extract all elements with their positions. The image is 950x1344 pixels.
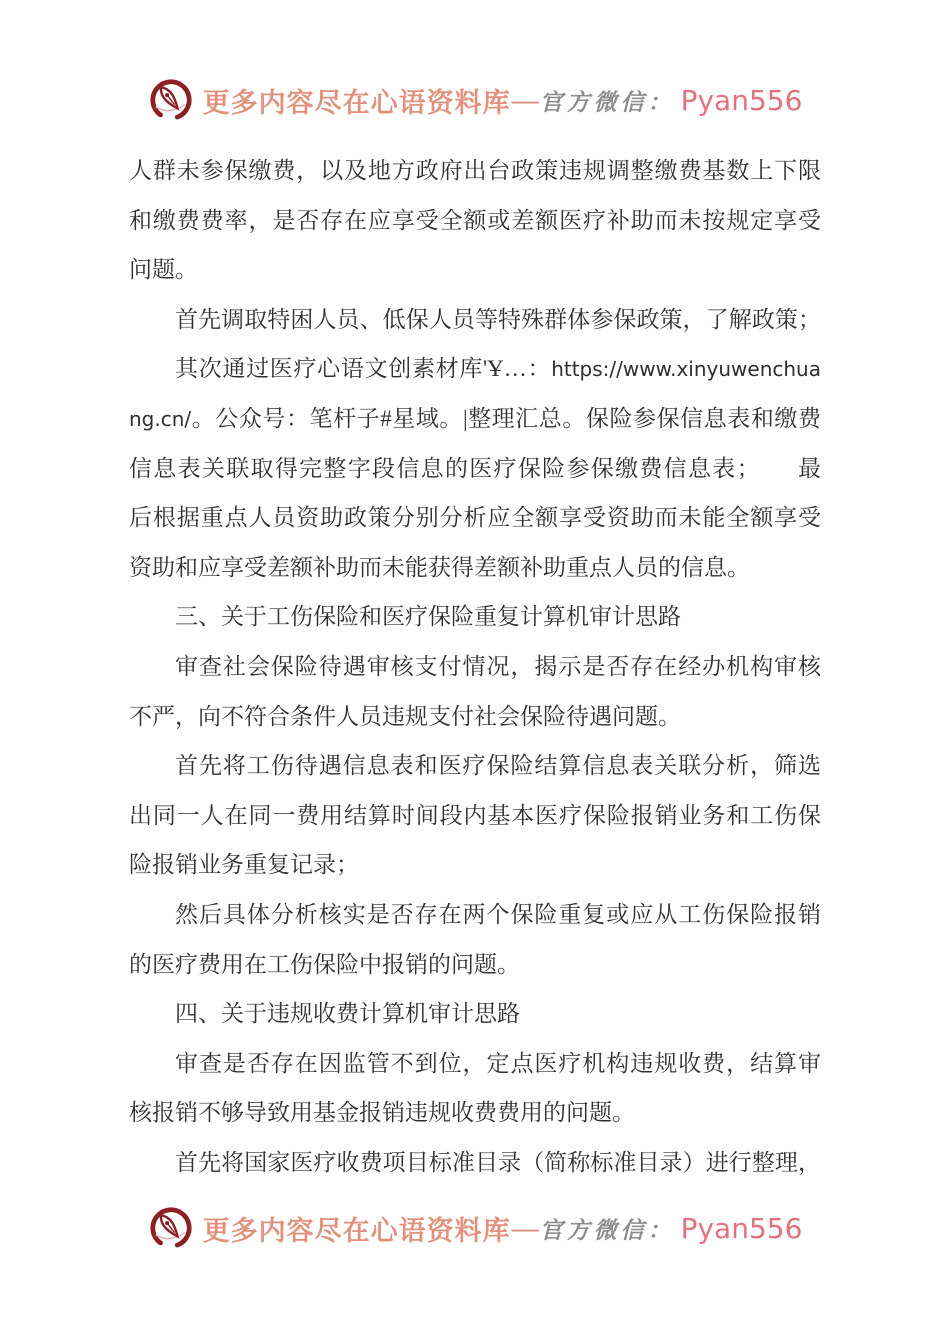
text-line: [129, 989, 821, 1039]
watermark-dash: —: [511, 84, 539, 115]
watermark-brand-text: 更多内容尽在心语资料库: [202, 87, 511, 118]
cjk-text-segment: 险报销业务重复记录；: [129, 852, 359, 878]
cjk-text-segment: 后根据重点人员资助政策分别分析应全额享受资助而未能全额享受: [129, 505, 821, 531]
cjk-text-segment: 。公众号：笔杆子#星域。|整理汇总。保险参保信息表和缴费: [191, 405, 821, 431]
cjk-text-segment: 审查社会保险待遇审核支付情况，揭示是否存在经办机构审核: [175, 653, 821, 679]
watermark-dash: —: [511, 1212, 539, 1243]
cjk-text-segment: 然后具体分析核实是否存在两个保险重复或应从工伤保险报销: [175, 901, 821, 927]
text-line: [129, 146, 821, 196]
cjk-text-segment: 核报销不够导致用基金报销违规收费费用的问题。: [129, 1100, 635, 1126]
text-line: [129, 592, 821, 642]
text-line: [129, 692, 821, 742]
cjk-text-segment: 人群未参保缴费，以及地方政府出台政策违规调整缴费基数上下限: [129, 158, 821, 183]
text-line: [129, 940, 821, 990]
watermark-brand-text: 更多内容尽在心语资料库: [202, 1215, 511, 1246]
text-line: [129, 344, 821, 394]
text-line: [129, 245, 821, 295]
cjk-text-segment: 出同一人在同一费用结算时间段内基本医疗保险报销业务和工伤保: [129, 802, 821, 828]
document-body: [129, 146, 821, 1187]
cjk-text-segment: 首先将国家医疗收费项目标准目录（简称标准目录）进行整理，: [175, 1149, 821, 1175]
cjk-text-segment: 信息表关联取得完整字段信息的医疗保险参保缴费信息表； 最: [129, 455, 821, 481]
text-line: [129, 394, 821, 444]
text-line: [129, 1039, 821, 1089]
watermark-label: 官方微信：: [539, 89, 675, 115]
cjk-text-segment: 其次通过医疗心语文创素材库'Ұ…：: [175, 356, 552, 382]
text-line: [129, 642, 821, 692]
cjk-text-segment: 三、关于工伤保险和医疗保险重复计算机审计思路: [175, 604, 681, 630]
text-line: [129, 543, 821, 593]
text-line: [129, 493, 821, 543]
pen-nib-logo-icon: [148, 1205, 194, 1251]
pen-nib-logo-icon: [148, 77, 194, 123]
text-line: [129, 840, 821, 890]
watermark-bottom: [0, 1200, 950, 1256]
text-line: [129, 444, 821, 494]
text-line: [129, 791, 821, 841]
watermark-wechat-id: Pyan556: [680, 83, 803, 117]
cjk-text-segment: 的医疗费用在工伤保险中报销的问题。: [129, 951, 520, 977]
cjk-text-segment: 和缴费费率，是否存在应享受全额或差额医疗补助而未按规定享受: [129, 207, 821, 233]
latin-text-segment: ng.cn/: [129, 406, 192, 431]
text-line: [129, 196, 821, 246]
cjk-text-segment: 审查是否存在因监管不到位，定点医疗机构违规收费，结算审: [175, 1050, 821, 1076]
watermark-label: 官方微信：: [539, 1217, 675, 1243]
text-line: [129, 1088, 821, 1138]
cjk-text-segment: 四、关于违规收费计算机审计思路: [175, 1001, 520, 1027]
text-line: [129, 295, 821, 345]
cjk-text-segment: 问题。: [129, 257, 198, 283]
watermark-wechat-id: Pyan556: [680, 1211, 803, 1245]
text-line: [129, 890, 821, 940]
text-line: [129, 1138, 821, 1188]
cjk-text-segment: 资助和应享受差额补助而未能获得差额补助重点人员的信息。: [129, 554, 750, 580]
cjk-text-segment: 首先将工伤待遇信息表和医疗保险结算信息表关联分析，筛选: [175, 753, 821, 779]
watermark-top: [0, 72, 950, 128]
cjk-text-segment: 不严，向不符合条件人员违规支付社会保险待遇问题。: [129, 703, 681, 729]
text-line: [129, 741, 821, 791]
latin-text-segment: https://www.xinyuwenchua: [551, 357, 821, 382]
cjk-text-segment: 首先调取特困人员、低保人员等特殊群体参保政策，了解政策；: [175, 306, 821, 332]
